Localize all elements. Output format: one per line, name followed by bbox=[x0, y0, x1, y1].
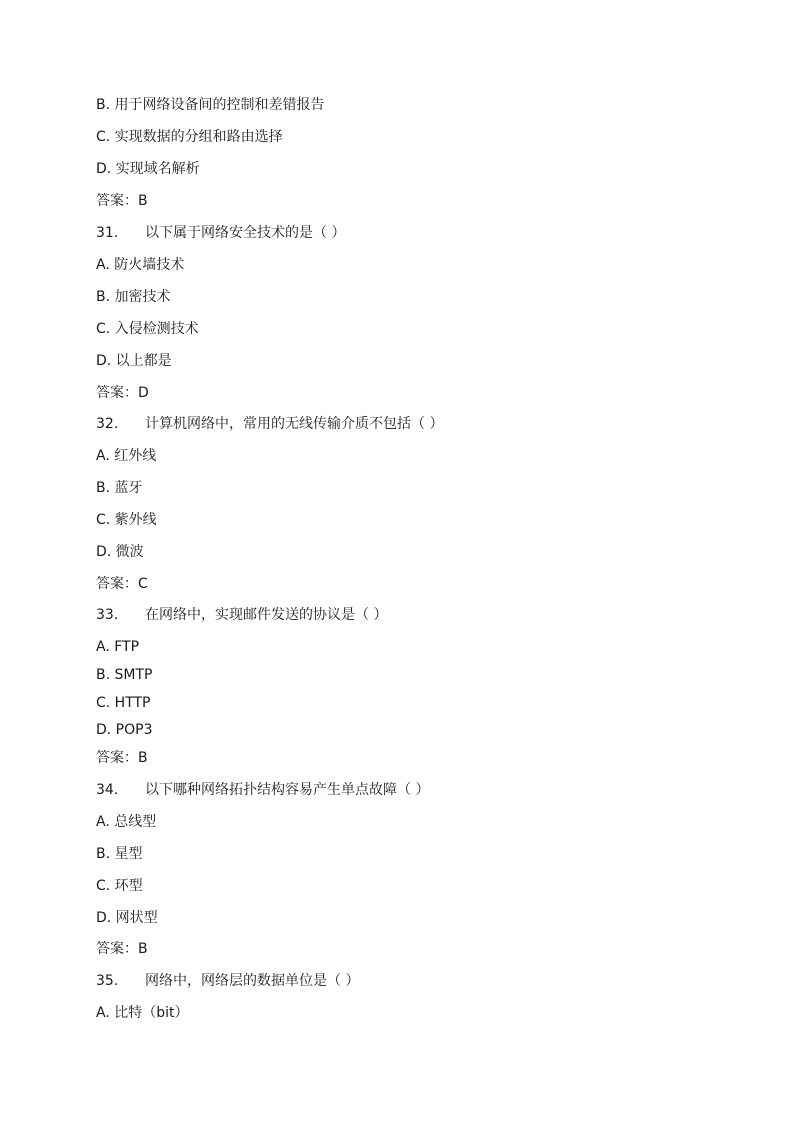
option-line: A. 总线型 bbox=[96, 814, 157, 830]
option-line: A. 防火墙技术 bbox=[96, 257, 185, 273]
option-line: D. 以上都是 bbox=[96, 353, 172, 369]
option-line: D. 实现域名解析 bbox=[96, 161, 200, 177]
option-line: C. HTTP bbox=[96, 695, 151, 711]
option-line: D. POP3 bbox=[96, 722, 153, 738]
question-text: 计算机网络中，常用的无线传输介质不包括（ ） bbox=[145, 416, 444, 432]
option-line: D. 网状型 bbox=[96, 910, 158, 926]
option-line: B. 蓝牙 bbox=[96, 480, 143, 496]
option-line: A. 红外线 bbox=[96, 448, 157, 464]
answer-line: 答案：D bbox=[96, 385, 149, 401]
option-line: B. SMTP bbox=[96, 667, 153, 683]
question-number: 34. bbox=[96, 782, 119, 798]
question-number: 33. bbox=[96, 607, 119, 623]
option-line: B. 用于网络设备间的控制和差错报告 bbox=[96, 97, 325, 113]
option-line: A. FTP bbox=[96, 639, 140, 655]
option-line: C. 入侵检测技术 bbox=[96, 321, 199, 337]
option-line: A. 比特（bit） bbox=[96, 1005, 189, 1021]
option-line: B. 星型 bbox=[96, 846, 143, 862]
answer-line: 答案：B bbox=[96, 193, 148, 209]
option-line: D. 微波 bbox=[96, 544, 144, 560]
question-33 bbox=[96, 606, 387, 624]
answer-line: 答案：C bbox=[96, 576, 148, 592]
question-34 bbox=[96, 781, 429, 799]
option-line: C. 实现数据的分组和路由选择 bbox=[96, 129, 283, 145]
question-number: 31. bbox=[96, 225, 119, 241]
question-35 bbox=[96, 972, 359, 990]
question-number: 35. bbox=[96, 973, 119, 989]
option-line: C. 紫外线 bbox=[96, 512, 157, 528]
question-text: 网络中，网络层的数据单位是（ ） bbox=[145, 973, 360, 989]
option-line: B. 加密技术 bbox=[96, 289, 171, 305]
answer-line: 答案：B bbox=[96, 941, 148, 957]
question-text: 以下哪种网络拓扑结构容易产生单点故障（ ） bbox=[145, 782, 430, 798]
answer-line: 答案：B bbox=[96, 750, 148, 766]
question-number: 32. bbox=[96, 416, 119, 432]
question-31 bbox=[96, 224, 345, 242]
option-line: C. 环型 bbox=[96, 878, 143, 894]
question-text: 在网络中，实现邮件发送的协议是（ ） bbox=[145, 607, 388, 623]
question-32 bbox=[96, 415, 443, 433]
question-text: 以下属于网络安全技术的是（ ） bbox=[145, 225, 346, 241]
